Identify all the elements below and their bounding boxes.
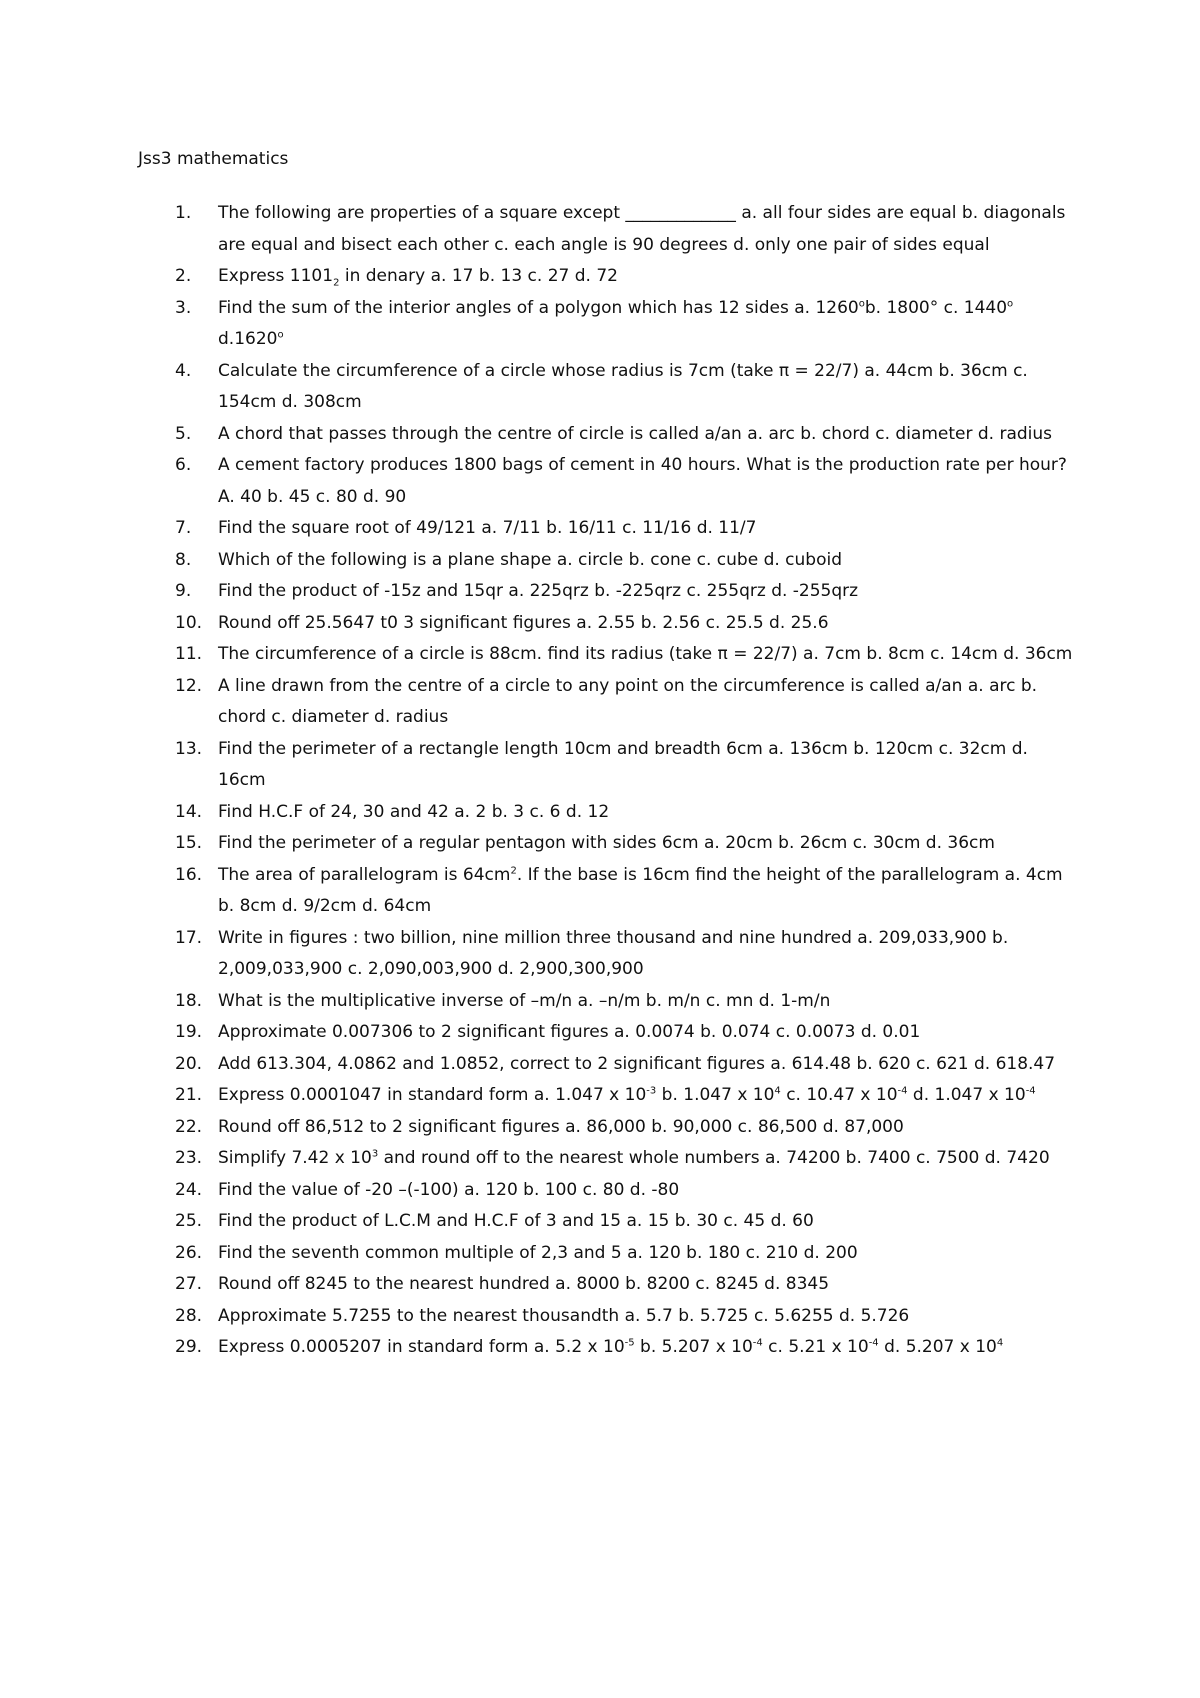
- question-text: [218, 203, 1065, 255]
- question-number: 17.: [175, 927, 203, 948]
- question-text: [218, 676, 1037, 728]
- question-item: [138, 1017, 1078, 1049]
- question-text-segment: Express 0.0001047 in standard form a. 1.047 x 10: [218, 1085, 647, 1105]
- question-number: 27.: [175, 1274, 203, 1294]
- question-text-segment: Approximate 0.007306 to 2 significant figures a. 0.0074 b. 0.074 c. 0.0073 d. 0.01: [218, 1022, 921, 1042]
- question-text-segment: Write in figures : two billion, nine million three thousand and nine hundred a. 209,033,900 b. 2,009,033,900 c. 2,090,003,900 d. 2,900,300,900: [218, 927, 1009, 979]
- question-item: [138, 639, 1078, 671]
- subscript: 2: [333, 277, 340, 289]
- question-text-segment: b. 1800° c. 1440: [864, 297, 1008, 318]
- question-item: [138, 1175, 1078, 1207]
- question-text-segment: Round off 25.5647 t0 3 significant figures a. 2.55 b. 2.56 c. 25.5 d. 25.6: [218, 612, 829, 633]
- question-item: [138, 608, 1078, 640]
- question-number: 28.: [175, 1305, 203, 1326]
- question-number: 6.: [175, 455, 192, 475]
- superscript: 4: [774, 1085, 781, 1097]
- question-text: [218, 1243, 858, 1263]
- question-number: 3.: [175, 297, 192, 318]
- question-text: [218, 991, 830, 1011]
- question-number: 7.: [175, 518, 192, 538]
- question-item: [138, 923, 1078, 986]
- question-text-segment: A chord that passes through the centre of circle is called a/an a. arc b. chord c. diameter d. radius: [218, 423, 1053, 444]
- question-text: [218, 833, 995, 853]
- question-text-segment: d.1620: [218, 329, 278, 349]
- question-text: [218, 1117, 904, 1137]
- superscript: o: [277, 329, 284, 341]
- question-item: [138, 1301, 1078, 1333]
- superscript: 2: [510, 864, 517, 876]
- question-item: [138, 1238, 1078, 1270]
- question-text: [218, 802, 609, 822]
- question-text: [218, 928, 1008, 980]
- question-number: 5.: [175, 423, 192, 444]
- question-text: [218, 1148, 1050, 1168]
- superscript: -3: [646, 1085, 657, 1097]
- superscript: 4: [996, 1337, 1004, 1349]
- question-text-segment: Find the product of -15z and 15qr a. 225qrz b. -225qrz c. 255qrz d. -255qrz: [218, 581, 859, 601]
- question-item: [138, 513, 1078, 545]
- question-number: 19.: [175, 1022, 203, 1042]
- question-text: [218, 266, 618, 289]
- question-text: [218, 739, 1028, 791]
- question-text: [218, 298, 1013, 350]
- question-text-segment: The following are properties of a square except _____________ a. all four sides are equal b. diagonals are equal and bisect each other c. each angle is 90 degrees d. only one pair of sides equal: [218, 203, 1066, 255]
- question-text-segment: Find the product of L.C.M and H.C.F of 3 and 15 a. 15 b. 30 c. 45 d. 60: [218, 1211, 814, 1231]
- question-text: [218, 1337, 1003, 1357]
- question-text: [218, 1022, 920, 1042]
- superscript: -4: [752, 1337, 763, 1349]
- question-item: [138, 419, 1078, 451]
- question-number: 18.: [175, 990, 203, 1011]
- question-text-segment: Find the seventh common multiple of 2,3 and 5 a. 120 b. 180 c. 210 d. 200: [218, 1242, 858, 1263]
- question-text: [218, 455, 1067, 507]
- question-text-segment: d. 1.047 x 10: [907, 1085, 1026, 1105]
- question-item: [138, 1112, 1078, 1144]
- question-text-segment: in denary a. 17 b. 13 c. 27 d. 72: [339, 266, 618, 286]
- superscript: o: [1007, 297, 1014, 309]
- question-item: [138, 671, 1078, 734]
- question-number: 2.: [175, 266, 192, 286]
- question-text: [218, 361, 1028, 413]
- question-number: 24.: [175, 1179, 203, 1200]
- question-text: [218, 613, 829, 633]
- question-text-segment: Find H.C.F of 24, 30 and 42 a. 2 b. 3 c. 6 d. 12: [218, 801, 610, 822]
- question-number: 14.: [175, 801, 203, 822]
- question-text-segment: Express 0.0005207 in standard form a. 5.2 x 10: [218, 1337, 625, 1357]
- question-number: 26.: [175, 1242, 203, 1263]
- question-text: [218, 1180, 679, 1200]
- question-text: [218, 1274, 829, 1294]
- question-text-segment: A line drawn from the centre of a circle to any point on the circumference is called a/an a. arc b. chord c. diameter d. radius: [218, 675, 1038, 727]
- question-text-segment: and round off to the nearest whole numbers a. 74200 b. 7400 c. 7500 d. 7420: [378, 1148, 1050, 1168]
- question-item: [138, 1206, 1078, 1238]
- question-text-segment: Which of the following is a plane shape a. circle b. cone c. cube d. cuboid: [218, 549, 843, 570]
- question-item: [138, 356, 1078, 419]
- question-text-segment: A cement factory produces 1800 bags of cement in 40 hours. What is the production rate per hour? A. 40 b. 45 c. 80 d. 90: [218, 455, 1067, 507]
- question-number: 13.: [175, 738, 203, 759]
- question-item: [138, 576, 1078, 608]
- question-text-segment: Express 1101: [218, 266, 334, 286]
- question-item: [138, 1332, 1078, 1364]
- question-text: [218, 518, 756, 538]
- question-text-segment: Find the value of -20 –(-100) a. 120 b. 100 c. 80 d. -80: [218, 1179, 680, 1200]
- superscript: -5: [624, 1337, 635, 1349]
- question-text-segment: c. 10.47 x 10: [780, 1085, 898, 1105]
- question-item: [138, 1269, 1078, 1301]
- question-number: 23.: [175, 1148, 203, 1168]
- question-text: [218, 644, 1072, 664]
- question-number: 12.: [175, 675, 203, 696]
- question-number: 4.: [175, 360, 192, 381]
- superscript: -4: [1025, 1085, 1036, 1097]
- question-item: [138, 261, 1078, 293]
- question-number: 20.: [175, 1053, 203, 1074]
- question-text-segment: Find the perimeter of a rectangle length 10cm and breadth 6cm a. 136cm b. 120cm c. 32cm d. 16cm: [218, 738, 1028, 790]
- question-item: [138, 1049, 1078, 1081]
- question-text-segment: d. 5.207 x 10: [878, 1337, 997, 1357]
- question-text: [218, 1085, 1036, 1105]
- question-text-segment: Round off 86,512 to 2 significant figures a. 86,000 b. 90,000 c. 86,500 d. 87,000: [218, 1116, 904, 1137]
- question-text-segment: Find the square root of 49/121 a. 7/11 b. 16/11 c. 11/16 d. 11/7: [218, 518, 757, 538]
- question-text-segment: Calculate the circumference of a circle whose radius is 7cm (take π = 22/7) a. 44cm b. 36cm c. 154cm d. 308cm: [218, 360, 1028, 412]
- question-text: [218, 1054, 1055, 1074]
- question-text: [218, 1306, 909, 1326]
- document-title: Jss3 mathematics: [138, 149, 289, 169]
- question-text: [218, 1211, 814, 1231]
- question-number: 11.: [175, 644, 203, 664]
- question-text-segment: The circumference of a circle is 88cm. find its radius (take π = 22/7) a. 7cm b. 8cm c. 14cm d. 36cm: [218, 644, 1073, 664]
- question-text-segment: Find the sum of the interior angles of a polygon which has 12 sides a. 1260: [218, 297, 859, 318]
- question-text-segment: b. 5.207 x 10: [634, 1337, 753, 1357]
- question-item: [138, 450, 1078, 513]
- question-number: 15.: [175, 833, 203, 853]
- question-text-segment: Find the perimeter of a regular pentagon with sides 6cm a. 20cm b. 26cm c. 30cm d. 36cm: [218, 833, 995, 853]
- question-number: 10.: [175, 612, 203, 633]
- question-item: [138, 828, 1078, 860]
- question-number: 9.: [175, 581, 192, 601]
- question-text-segment: What is the multiplicative inverse of –m/n a. –n/m b. m/n c. mn d. 1-m/n: [218, 990, 831, 1011]
- question-item: [138, 860, 1078, 923]
- question-item: [138, 1143, 1078, 1175]
- question-text: [218, 424, 1052, 444]
- question-item: [138, 198, 1078, 261]
- question-text-segment: c. 5.21 x 10: [762, 1337, 869, 1357]
- question-number: 25.: [175, 1211, 203, 1231]
- question-item: [138, 797, 1078, 829]
- question-number: 8.: [175, 549, 192, 570]
- question-text-segment: The area of parallelogram is 64cm: [218, 864, 511, 885]
- question-text-segment: Approximate 5.7255 to the nearest thousandth a. 5.7 b. 5.725 c. 5.6255 d. 5.726: [218, 1305, 910, 1326]
- question-text-segment: Add 613.304, 4.0862 and 1.0852, correct to 2 significant figures a. 614.48 b. 620 c. 621 d. 618.47: [218, 1053, 1056, 1074]
- superscript: o: [858, 297, 865, 309]
- question-list: [138, 198, 1078, 1364]
- question-number: 1.: [175, 203, 192, 223]
- question-text-segment: . If the base is 16cm find the height of the parallelogram a. 4cm b. 8cm d. 9/2cm d. 64cm: [218, 864, 1063, 916]
- question-number: 29.: [175, 1337, 203, 1357]
- question-number: 22.: [175, 1116, 203, 1137]
- question-text: [218, 865, 1063, 917]
- question-item: [138, 545, 1078, 577]
- superscript: -4: [868, 1337, 879, 1349]
- question-item: [138, 986, 1078, 1018]
- question-item: [138, 293, 1078, 356]
- question-text: [218, 550, 842, 570]
- question-item: [138, 734, 1078, 797]
- question-item: [138, 1080, 1078, 1112]
- question-number: 21.: [175, 1085, 203, 1105]
- question-number: 16.: [175, 864, 203, 885]
- question-text: [218, 581, 858, 601]
- question-text-segment: Round off 8245 to the nearest hundred a. 8000 b. 8200 c. 8245 d. 8345: [218, 1274, 830, 1294]
- question-text-segment: b. 1.047 x 10: [656, 1085, 775, 1105]
- question-text-segment: Simplify 7.42 x 10: [218, 1148, 372, 1168]
- superscript: 3: [371, 1148, 379, 1160]
- superscript: -4: [897, 1085, 908, 1097]
